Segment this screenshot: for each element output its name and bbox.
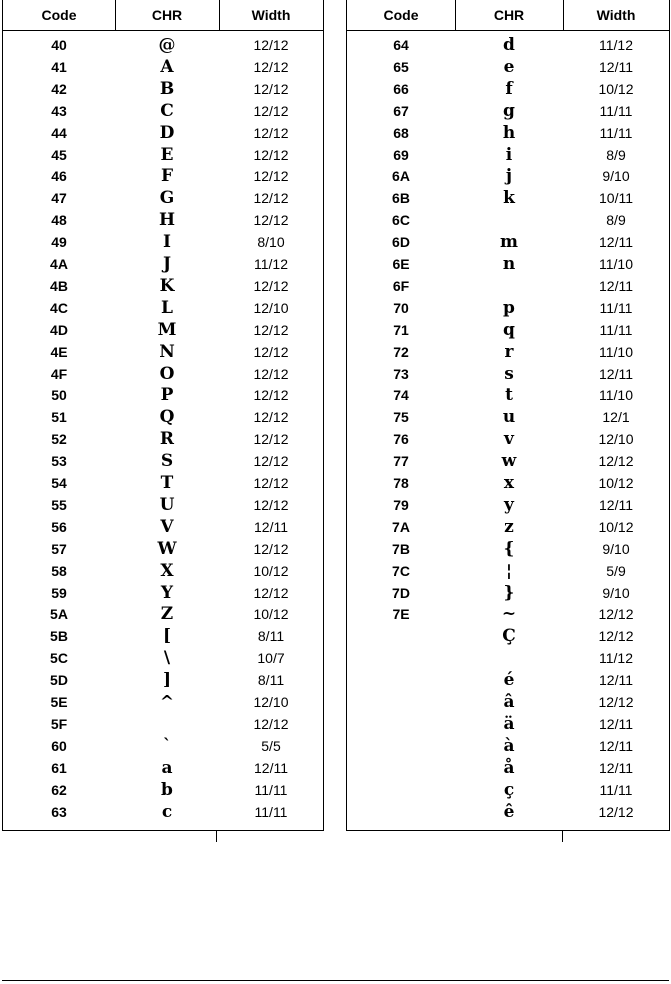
cell-code: 40 [51,37,67,53]
cell-code: 55 [51,496,67,513]
column-divider [455,0,456,30]
table-row [3,36,323,55]
table-row [3,189,323,208]
cell-code: 4E [50,343,68,360]
cell-chr: { [503,538,515,559]
cell-chr: N [159,341,175,362]
cell-width: 11/11 [599,321,633,338]
table-row [3,781,323,800]
table-row [347,211,669,230]
cell-chr: R [159,429,175,450]
cell-chr: a [161,757,173,778]
cell-width: 5/9 [606,562,626,579]
cell-width: 10/12 [598,80,634,97]
cell-width: 10/12 [253,562,289,579]
cell-chr: v [504,429,514,450]
cell-chr: L [161,297,173,318]
cell-width: 12/11 [599,234,633,251]
cell-width: 12/12 [253,343,289,360]
cell-code: 7B [392,540,410,557]
table-row [347,386,669,405]
cell-code: 68 [393,124,409,141]
cell-chr: k [503,188,515,209]
cell-width: 8/11 [257,628,285,645]
cell-width: 9/10 [602,168,630,185]
cell-code: 4B [50,277,68,294]
cell-width: 11/11 [254,781,288,798]
header-chr: CHR [493,7,525,23]
table-header [3,0,323,31]
cell-width: 12/12 [253,387,289,404]
cell-chr: p [503,297,515,318]
cell-chr: P [160,385,174,406]
cell-chr: ~ [501,604,517,625]
cell-chr: é [503,670,515,691]
cell-width: 12/12 [253,212,289,229]
cell-code: 4C [50,299,68,316]
cell-chr: Q [159,407,175,428]
table-row [347,605,669,624]
cell-code: 45 [51,146,67,163]
cell-chr: e [503,56,515,77]
table-row [3,715,323,734]
cell-width: 12/10 [253,299,289,316]
cell-width: 10/12 [598,518,634,535]
cell-width: 12/12 [598,606,634,623]
table-row [347,452,669,471]
cell-width: 11/11 [599,781,633,798]
table-row [3,474,323,493]
table-row [3,277,323,296]
cell-chr: z [504,516,514,537]
cell-width: 12/11 [599,277,633,294]
cell-width: 11/12 [254,256,288,272]
cell-chr: U [159,494,175,515]
cell-chr: \ [163,648,171,669]
cell-code: 70 [393,299,409,316]
table-row [347,781,669,800]
cell-code: 46 [51,168,67,185]
cell-code: 48 [51,212,67,229]
table-row [3,671,323,690]
cell-chr: n [502,254,516,274]
table-row [347,167,669,186]
cell-code: 6A [392,168,410,185]
cell-code: 47 [51,190,67,207]
cell-chr: } [503,582,515,603]
table-row [3,518,323,537]
cell-chr: D [159,122,175,143]
cell-width: 12/12 [253,102,289,119]
cell-chr: Y [160,582,174,603]
cell-width: 12/12 [253,475,289,491]
cell-chr: h [502,122,516,143]
cell-width: 10/12 [253,606,289,623]
cell-width: 12/11 [254,759,288,776]
cell-width: 9/10 [602,584,630,601]
cell-chr: t [505,385,513,406]
table-row [3,759,323,778]
cell-width: 11/11 [599,299,633,316]
cell-chr: Ç [502,626,516,647]
header-width: Width [251,7,291,23]
cell-chr: W [157,538,177,559]
cell-chr: @ [158,35,176,55]
table-row [347,430,669,449]
cell-chr: x [503,473,515,493]
cell-width: 10/11 [599,190,633,207]
cell-code: 66 [393,80,409,97]
cell-width: 12/12 [598,694,634,710]
cell-code: 49 [51,234,67,251]
cell-chr: â [503,692,515,712]
cell-code: 7D [392,584,410,601]
cell-width: 11/11 [599,102,633,119]
cell-code: 7A [392,518,410,535]
cell-width: 12/11 [599,365,633,382]
table-row [3,365,323,384]
table-row [347,36,669,55]
table-row [3,562,323,581]
cell-chr: ^ [159,692,175,712]
table-row [3,584,323,603]
cell-code: 76 [393,431,409,448]
cell-chr: F [160,166,174,187]
cell-chr: b [161,779,173,800]
cell-code: 6F [392,277,410,294]
table-row [347,321,669,340]
table-row [347,518,669,537]
table-row [347,649,669,668]
header-chr: CHR [151,7,183,23]
cell-width: 12/12 [253,584,289,601]
cell-width: 12/11 [599,496,633,513]
cell-code: 4A [50,256,68,272]
cell-width: 12/12 [253,715,289,732]
table-row [347,124,669,143]
cell-chr: E [160,144,174,165]
cell-width: 11/12 [599,650,633,667]
cell-chr: ç [503,779,515,800]
cell-code: 74 [393,387,409,404]
cell-width: 12/12 [253,124,289,141]
table-row [347,803,669,822]
cell-code: 5D [50,672,68,689]
cell-width: 12/12 [253,190,289,207]
cell-width: 12/10 [253,694,289,710]
cell-width: 12/12 [253,365,289,382]
cell-chr: V [160,516,174,537]
cell-width: 8/9 [606,212,626,229]
cell-width: 12/12 [253,496,289,513]
cell-code: 78 [393,475,409,491]
cell-code: 51 [51,409,67,426]
cell-code: 7C [392,562,410,579]
cell-code: 7E [392,606,410,623]
cell-code: 72 [393,343,409,360]
cell-chr: w [501,451,517,472]
table-row [3,299,323,318]
cell-code: 42 [51,80,67,97]
table-row [3,233,323,252]
table-row [3,452,323,471]
cell-width: 12/12 [253,431,289,448]
cell-chr: f [505,78,513,99]
cell-chr: A [160,56,174,77]
table-row [3,124,323,143]
cell-chr: s [504,363,514,384]
cell-width: 12/11 [254,518,288,535]
table-row [3,211,323,230]
cell-code: 64 [393,37,409,53]
table-row [347,671,669,690]
cell-chr: S [160,451,174,472]
cell-width: 11/10 [599,387,633,404]
cell-width: 10/7 [257,650,285,667]
cell-chr: i [505,144,513,165]
cell-code: 6E [392,256,410,272]
cell-code: 67 [393,102,409,119]
table-row [3,693,323,712]
column-divider [219,0,220,30]
cell-width: 8/10 [257,234,285,251]
cell-width: 11/10 [599,343,633,360]
column-divider [115,0,116,30]
cell-chr: ` [162,735,172,756]
cell-chr: K [159,275,175,296]
column-divider [216,830,217,842]
cell-code: 61 [51,759,67,776]
cell-chr: c [161,801,173,822]
table-row [3,540,323,559]
cell-width: 12/12 [253,146,289,163]
cell-code: 57 [51,540,67,557]
cell-chr: r [504,341,514,362]
cell-width: 8/11 [257,672,285,689]
cell-chr: ä [503,713,515,734]
cell-code: 5C [50,650,68,667]
table-row [3,146,323,165]
cell-width: 12/12 [253,409,289,426]
cell-chr: m [500,232,518,253]
cell-chr: à [503,735,515,756]
header-code: Code [41,7,77,23]
table-row [347,584,669,603]
character-width-table-right [346,0,670,831]
table-row [347,365,669,384]
cell-code: 62 [51,781,67,798]
cell-code: 71 [393,321,409,338]
cell-width: 9/10 [602,540,630,557]
cell-chr: Z [160,604,174,625]
cell-width: 11/12 [599,37,633,53]
cell-code: 79 [393,496,409,513]
table-row [347,540,669,559]
cell-code: 5B [50,628,68,645]
table-row [3,605,323,624]
cell-code: 65 [393,58,409,75]
table-row [347,759,669,778]
cell-chr: ] [162,670,172,691]
cell-width: 12/12 [253,277,289,294]
table-row [3,386,323,405]
table-header [347,0,669,31]
cell-width: 12/12 [253,540,289,557]
cell-code: 44 [51,124,67,141]
cell-code: 73 [393,365,409,382]
cell-width: 12/12 [253,80,289,97]
cell-width: 12/11 [599,759,633,776]
cell-code: 50 [51,387,67,404]
cell-chr: j [505,166,513,187]
table-row [3,649,323,668]
cell-code: 53 [51,453,67,470]
cell-chr: å [503,757,515,778]
table-row [347,627,669,646]
cell-width: 12/12 [253,321,289,338]
cell-code: 75 [393,409,409,426]
cell-width: 12/1 [602,409,630,426]
table-row [3,627,323,646]
table-row [347,737,669,756]
cell-width: 12/12 [253,453,289,470]
table-row [347,102,669,121]
cell-code: 63 [51,803,67,820]
table-row [3,430,323,449]
cell-width: 12/11 [599,715,633,732]
table-row [3,58,323,77]
table-row [347,299,669,318]
cell-width: 5/5 [261,737,281,754]
cell-width: 12/12 [253,58,289,75]
cell-code: 4F [50,365,68,382]
cell-width: 11/11 [254,803,288,820]
cell-width: 10/12 [598,475,634,491]
table-row [347,277,669,296]
table-row [347,474,669,493]
header-width: Width [596,7,636,23]
cell-code: 58 [51,562,67,579]
cell-chr: I [163,232,171,253]
cell-code: 77 [393,453,409,470]
cell-chr: [ [162,626,172,647]
cell-code: 5E [50,694,68,710]
table-row [347,80,669,99]
table-row [347,233,669,252]
cell-width: 12/11 [599,737,633,754]
table-row [347,189,669,208]
cell-chr: q [503,319,515,340]
cell-chr: g [503,100,515,121]
table-row [347,146,669,165]
table-row [3,408,323,427]
cell-code: 60 [51,737,67,754]
cell-width: 8/9 [606,146,626,163]
cell-code: 69 [393,146,409,163]
column-divider [562,830,563,842]
table-row [3,255,323,274]
table-row [347,255,669,274]
cell-chr: ¦ [505,560,513,581]
cell-chr: J [162,254,172,274]
cell-chr: y [504,494,514,515]
cell-code: 6C [392,212,410,229]
table-row [3,321,323,340]
cell-chr: u [502,407,516,428]
cell-chr: T [160,473,174,493]
cell-width: 12/12 [598,453,634,470]
header-code: Code [383,7,419,23]
table-row [347,408,669,427]
cell-width: 12/12 [253,37,289,53]
cell-width: 11/10 [599,256,633,272]
table-row [3,737,323,756]
cell-code: 59 [51,584,67,601]
cell-code: 43 [51,102,67,119]
cell-chr: ê [503,801,515,822]
cell-code: 5A [50,606,68,623]
table-row [347,58,669,77]
cell-code: 54 [51,475,67,491]
cell-chr: G [159,188,175,209]
cell-code: 6D [392,234,410,251]
cell-code: 41 [51,58,67,75]
cell-chr: M [157,319,177,340]
cell-width: 12/12 [598,803,634,820]
cell-width: 12/12 [598,628,634,645]
table-row [3,803,323,822]
cell-code: 4D [50,321,68,338]
table-row [3,102,323,121]
table-row [347,715,669,734]
cell-width: 11/11 [599,124,633,141]
cell-chr: d [503,35,515,55]
cell-code: 5F [50,715,68,732]
table-row [3,80,323,99]
table-row [347,562,669,581]
column-divider [563,0,564,30]
cell-code: 56 [51,518,67,535]
cell-chr: O [159,363,175,384]
table-row [347,496,669,515]
table-row [3,496,323,515]
bottom-rule [2,980,669,981]
cell-code: 6B [392,190,410,207]
cell-width: 12/11 [599,58,633,75]
cell-chr: B [159,78,175,99]
cell-code: 52 [51,431,67,448]
cell-width: 12/11 [599,672,633,689]
cell-width: 12/12 [253,168,289,185]
character-width-table-left [2,0,324,831]
cell-chr: H [158,210,176,231]
table-row [3,343,323,362]
cell-chr: C [160,100,174,121]
table-row [347,343,669,362]
cell-chr: X [160,560,174,581]
table-row [347,693,669,712]
cell-width: 12/10 [598,431,634,448]
table-row [3,167,323,186]
